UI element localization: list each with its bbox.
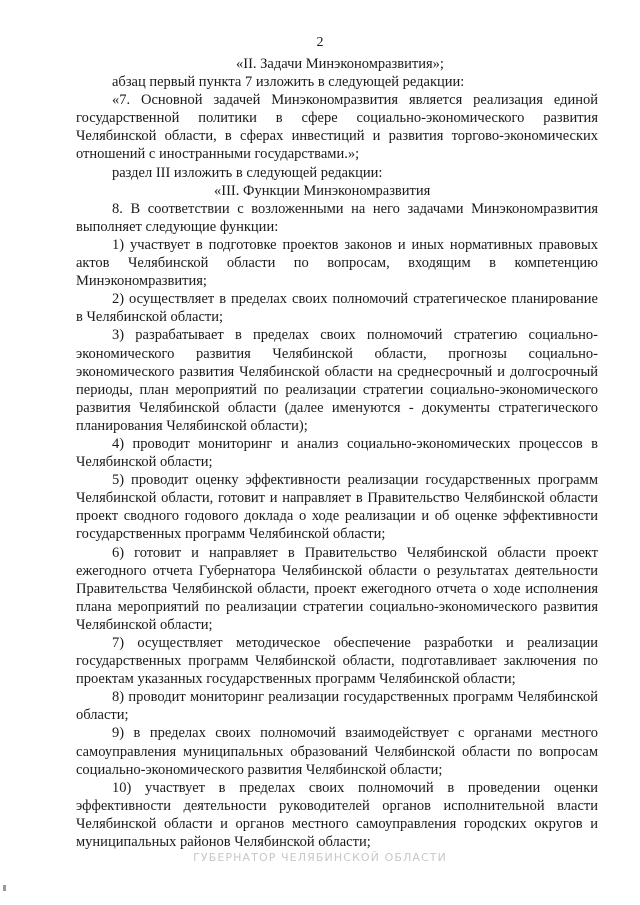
- paragraph-section-iii-intro: раздел III изложить в следующей редакции:: [112, 164, 383, 181]
- function-item-1: 1) участвует в подготовке проектов законов и иных нормативных правовых актов Челябинской области по вопросам, входящим в компетенцию Минэкономразвития;: [76, 236, 598, 290]
- footer-watermark: ГУБЕРНАТОР ЧЕЛЯБИНСКОЙ ОБЛАСТИ: [193, 851, 447, 864]
- function-item-4: 4) проводит мониторинг и анализ социально-экономических процессов в Челябинской области;: [76, 435, 598, 471]
- section-title-ii: «II. Задачи Минэкономразвития»;: [236, 56, 444, 72]
- paragraph-item-8: 8. В соответствии с возложенными на него задачами Минэкономразвития выполняет следующие функции:: [76, 200, 598, 235]
- paragraph-item-7: «7. Основной задачей Минэкономразвития является реализация единой государственной политики в сфере социально-экономического развития Челябинской области, в сферах инвестиций и развития торгово-экономических отношений с иностранными государствами.»;: [76, 92, 598, 163]
- function-item-7: 7) осуществляет методическое обеспечение разработки и реализации государственных программ Челябинской области, подготавливает заключения по проектам указанных государственных программ Челябинской области;: [76, 635, 598, 688]
- function-item-10: 10) участвует в пределах своих полномочий в проведении оценки эффективности деятельности руководителей органов исполнительной власти Челябинской области и органов местного самоуправления городских округов и муниципальных районов Челябинской области;: [76, 779, 598, 851]
- page-number: 2: [316, 35, 324, 50]
- scan-edge-mark: [3, 885, 6, 891]
- function-item-5: 5) проводит оценку эффективности реализации государственных программ Челябинской области, готовит и направляет в Правительство Челябинской области проект сводного годового доклада о ходе реализации и об оценке эффективности государственных программ Челябинской области;: [76, 472, 598, 543]
- document-body: [76, 55, 598, 851]
- paragraph-amendment-intro: абзац первый пункта 7 изложить в следующей редакции:: [112, 74, 465, 91]
- function-item-6: 6) готовит и направляет в Правительство Челябинской области проект ежегодного отчета Губернатора Челябинской области о результатах деятельности Правительства Челябинской области, проект ежегодного отчета о ходе исполнения плана мероприятий по реализации стратегии социально-экономического развития Челябинской области;: [76, 544, 598, 633]
- function-item-2: 2) осуществляет в пределах своих полномочий стратегическое планирование в Челябинской области;: [76, 291, 598, 326]
- section-title-iii: «III. Функции Минэкономразвития: [214, 182, 431, 199]
- function-item-9: 9) в пределах своих полномочий взаимодействует с органами местного самоуправления муниципальных образований Челябинской области по вопросам социально-экономического развития Челябинской области;: [76, 725, 598, 778]
- function-item-3: 3) разрабатывает в пределах своих полномочий стратегию социально-экономического развития Челябинской области, прогнозы социально-экономического развития Челябинской области на среднесрочный и долгосрочный периоды, план мероприятий по реализации стратегии социально-экономического развития Челябинской области (далее именуются - документы стратегического планирования Челябинской области);: [76, 327, 598, 434]
- function-item-8: 8) проводит мониторинг реализации государственных программ Челябинской области;: [76, 689, 598, 724]
